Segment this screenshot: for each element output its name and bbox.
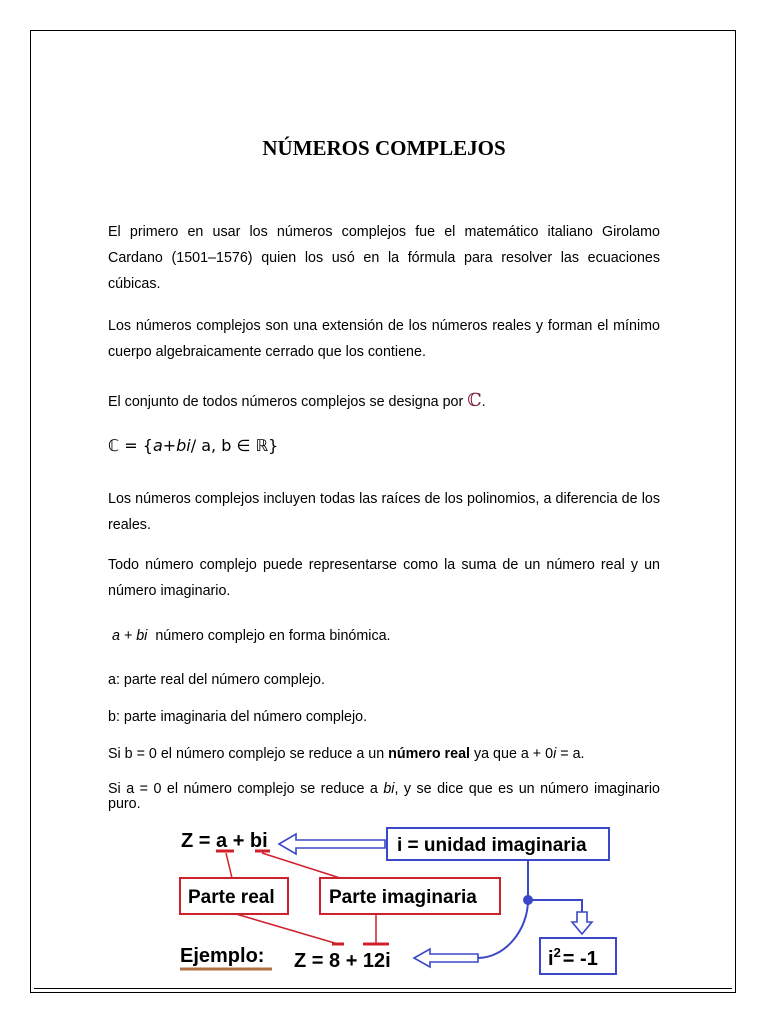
connector-real — [226, 853, 232, 878]
paragraph-history: El primero en usar los números complejos fue el matemático italiano Girolamo Cardano (1501–1576) quien los usó en la fórmula para resolver las ecuaciones cúbicas. — [108, 224, 660, 292]
real-case-text-b: ya que a + 0 — [473, 746, 554, 762]
arrow-to-example-icon — [414, 949, 478, 967]
connector-real-example — [236, 914, 338, 944]
i-squared-base: i — [548, 948, 554, 970]
imaginary-case-bi: bi — [383, 781, 395, 797]
arrow-down-icon — [572, 912, 592, 934]
paragraph-sum: Todo número complejo puede representarse como la suma de un número real y un número imaginario. — [108, 557, 660, 599]
binomial-text: número complejo en forma binómica. — [155, 628, 391, 644]
formula-expression: a+bi — [152, 436, 191, 455]
formula-rest: / a, b ∈ ℝ} — [190, 436, 279, 455]
real-case-text-a: Si b = 0 el número complejo se reduce a un — [108, 746, 385, 762]
blue-connector-right — [528, 900, 582, 912]
set-definition-text: El conjunto de todos números complejos se designa por — [108, 394, 464, 410]
period: . — [481, 394, 486, 410]
connector-imaginary — [262, 853, 340, 878]
parte-real-label: Parte real — [188, 887, 275, 908]
imaginary-case-text-a: Si a = 0 el número complejo se reduce a — [108, 781, 378, 797]
complex-set-symbol: ℂ — [467, 390, 482, 411]
paragraph-real-part: a: parte real del número complejo. — [108, 672, 325, 688]
arrow-to-bi-icon — [279, 834, 385, 854]
real-case-i: i — [553, 746, 557, 762]
paragraph-imaginary-part: b: parte imaginaria del número complejo. — [108, 709, 368, 725]
unidad-imaginaria-label: i = unidad imaginaria — [397, 835, 587, 856]
page-title: NÚMEROS COMPLEJOS — [262, 136, 506, 160]
real-case-text-c: = a. — [560, 746, 585, 762]
paragraph-extension: Los números complejos son una extensión de los números reales y forman el mínimo cuerpo algebraicamente cerrado que los contiene. — [108, 318, 660, 360]
i-squared-exponent: 2 — [553, 945, 561, 960]
imaginary-case-text-b: , y se dice que es un número imaginario puro. — [108, 781, 660, 812]
i-squared-rest: = -1 — [562, 948, 598, 970]
binomial-expression: a + bi — [111, 628, 148, 644]
formula-lhs: ℂ = { — [108, 436, 153, 455]
example-equation: Z = 8 + 12i — [294, 950, 391, 972]
paragraph-roots: Los números complejos incluyen todas las raíces de los polinomios, a diferencia de los reales. — [108, 491, 660, 533]
ejemplo-label: Ejemplo: — [180, 945, 265, 967]
real-number-bold: número real — [388, 746, 470, 762]
diagram-z-equation: Z = a + bi — [181, 830, 268, 852]
parte-imaginaria-label: Parte imaginaria — [329, 887, 477, 908]
